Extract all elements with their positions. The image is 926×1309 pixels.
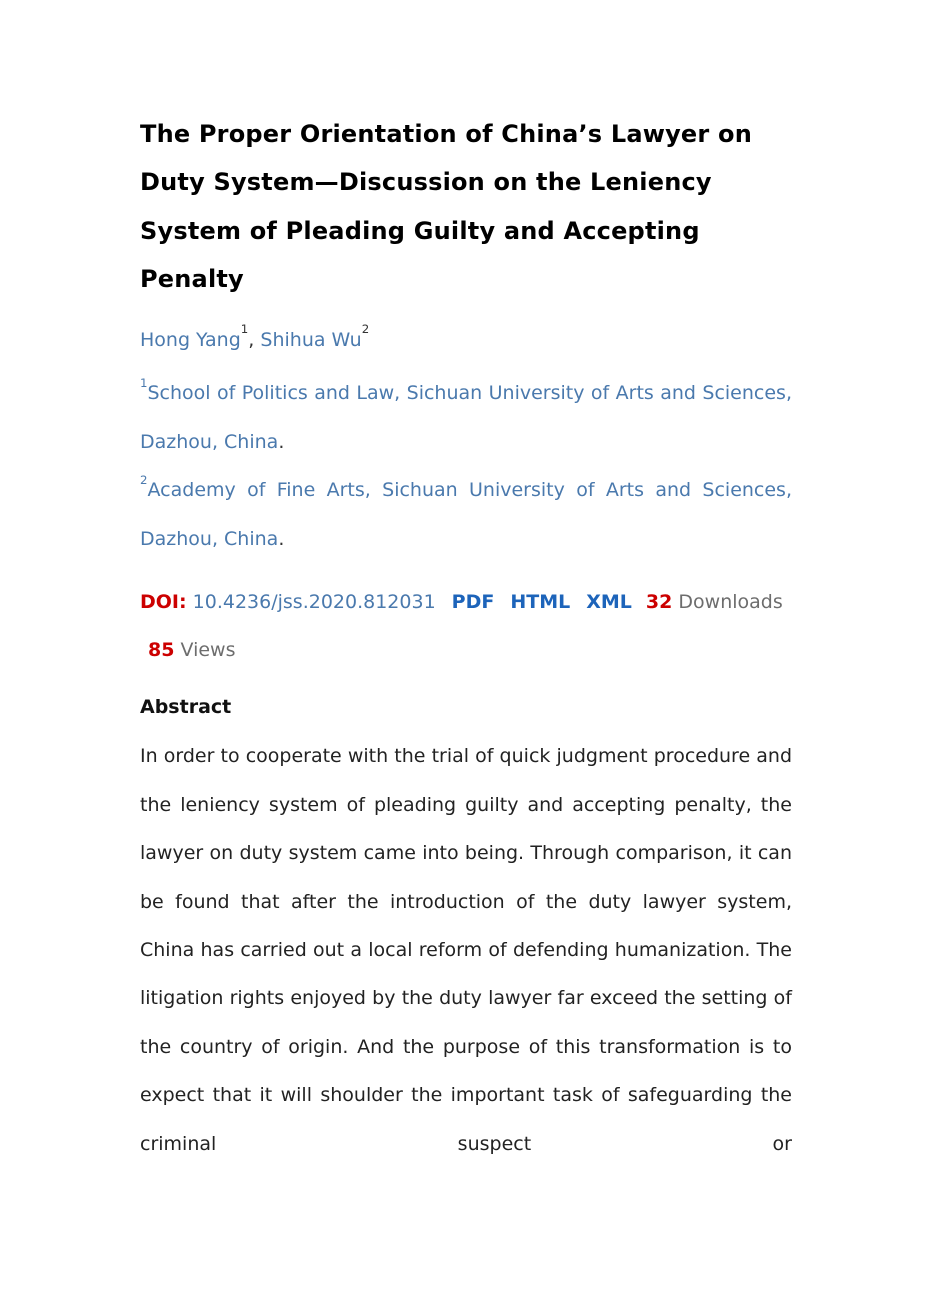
downloads-label: Downloads bbox=[678, 591, 783, 614]
xml-link[interactable]: XML bbox=[586, 591, 632, 614]
doi-link[interactable]: 10.4236/jss.2020.812031 bbox=[192, 591, 436, 614]
affiliation-link[interactable]: Academy of Fine Arts, Sichuan University of Arts and Sciences, Dazhou, China bbox=[140, 479, 792, 550]
affiliation-period: . bbox=[278, 430, 285, 453]
author-name[interactable]: Hong Yang bbox=[140, 328, 241, 351]
doi-label: DOI: bbox=[140, 591, 187, 614]
affiliation-1 bbox=[140, 369, 792, 466]
author-affiliation-sup: 1 bbox=[240, 322, 249, 337]
downloads-count: 32 bbox=[645, 591, 673, 614]
author-name[interactable]: Shihua Wu bbox=[260, 328, 362, 351]
affiliation-sup: 2 bbox=[140, 472, 148, 487]
html-link[interactable]: HTML bbox=[510, 591, 571, 614]
author-link-hong-yang[interactable] bbox=[140, 322, 249, 351]
authors-line bbox=[140, 318, 792, 364]
pdf-link[interactable]: PDF bbox=[451, 591, 495, 614]
abstract-heading: Abstract bbox=[140, 696, 232, 719]
affiliation-sup: 1 bbox=[140, 375, 148, 390]
meta-line bbox=[140, 579, 792, 674]
views-label: Views bbox=[180, 638, 236, 661]
article-page bbox=[140, 0, 792, 1168]
author-affiliation-sup: 2 bbox=[361, 322, 370, 337]
affiliation-2 bbox=[140, 466, 792, 563]
abstract-text: In order to cooperate with the trial of quick judgment procedure and the leniency system of pleading guilty and accepting penalty, the lawyer on duty system came into being. Through comparison, it can be found that after the introduction of the duty lawyer system, China has carried out a local reform of defending humanization. The litigation rights enjoyed by the duty lawyer far exceed the setting of the country of origin. And the purpose of this transformation is to expect that it will shoulder the important task of safeguarding the criminal suspect or bbox=[140, 745, 792, 1155]
affiliation-period: . bbox=[278, 527, 285, 550]
author-link-shihua-wu[interactable] bbox=[260, 322, 370, 351]
affiliation-link[interactable]: School of Politics and Law, Sichuan University of Arts and Sciences, Dazhou, China bbox=[140, 382, 792, 453]
author-separator: , bbox=[248, 328, 261, 351]
article-title: The Proper Orientation of China’s Lawyer on Duty System—Discussion on the Leniency System of Pleading Guilty and Accepting Penalty bbox=[140, 120, 752, 294]
views-count: 85 bbox=[148, 638, 175, 661]
